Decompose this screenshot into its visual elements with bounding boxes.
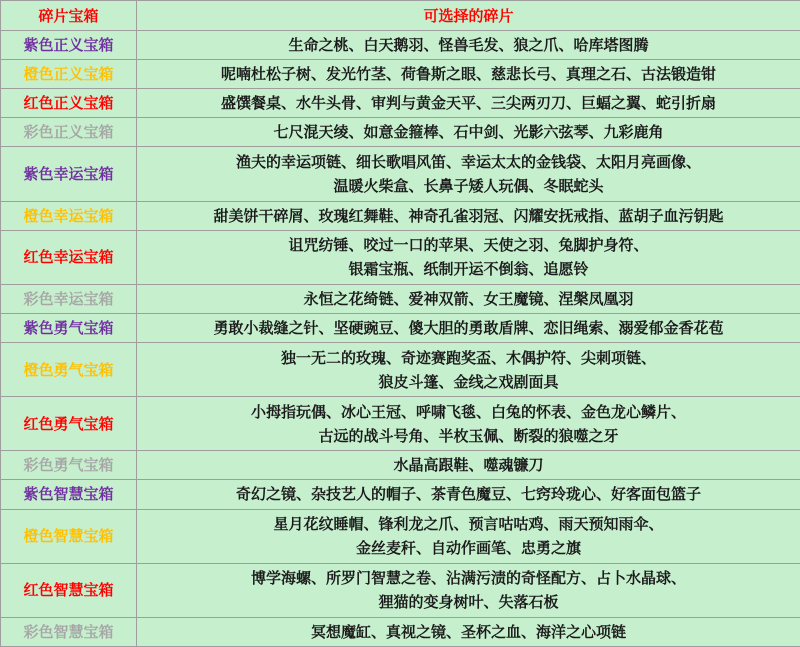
shard-list: [137, 230, 800, 284]
shard-line: 盛馔餐桌、水牛头骨、审判与黄金天平、三尖两刃刀、巨蝠之翼、蛇引折扇: [220, 94, 716, 113]
chest-name: 彩色智慧宝箱: [1, 617, 137, 646]
table-row: [1, 343, 800, 397]
chest-name: 彩色正义宝箱: [1, 118, 137, 147]
shard-list: [137, 31, 800, 60]
shard-line: 小拇指玩偶、冰心王冠、呼啸飞毯、白兔的怀表、金色龙心鳞片、: [250, 402, 686, 421]
chest-name: 紫色幸运宝箱: [1, 147, 137, 201]
chest-name: 橙色正义宝箱: [1, 60, 137, 89]
table-row: [1, 201, 800, 230]
shard-list: [137, 118, 800, 147]
shard-list: [137, 451, 800, 480]
shard-list: [137, 509, 800, 563]
table-row: [1, 31, 800, 60]
table-row: [1, 60, 800, 89]
shard-line: 银霜宝瓶、纸制开运不倒翁、追愿铃: [348, 260, 589, 279]
shard-line: 狼皮斗篷、金线之戏剧面具: [378, 372, 559, 391]
chest-name: 橙色智慧宝箱: [1, 509, 137, 563]
shard-line: 奇幻之镜、杂技艺人的帽子、茶青色魔豆、七窍玲珑心、好客面包篮子: [235, 485, 701, 504]
shard-line: 诅咒纺锤、咬过一口的苹果、天使之羽、兔脚护身符、: [288, 236, 649, 255]
shard-list: [137, 397, 800, 451]
table-row: [1, 397, 800, 451]
table-row: [1, 284, 800, 313]
shard-line: 金丝麦秆、自动作画笔、忠勇之旗: [355, 539, 581, 558]
table-row: [1, 147, 800, 201]
shard-list: [137, 563, 800, 617]
table-row: [1, 313, 800, 342]
table-row: [1, 89, 800, 118]
chest-name: 橙色幸运宝箱: [1, 201, 137, 230]
header-chest: 碎片宝箱: [1, 1, 137, 31]
table-row: [1, 230, 800, 284]
shard-list: [137, 343, 800, 397]
shard-list: [137, 147, 800, 201]
chest-name: 红色勇气宝箱: [1, 397, 137, 451]
table-body: [1, 31, 800, 647]
table-row: [1, 617, 800, 646]
table-row: [1, 509, 800, 563]
shard-line: 勇敢小裁缝之针、坚硬豌豆、傻大胆的勇敢盾牌、恋旧绳索、溺爱郁金香花苞: [213, 318, 724, 337]
table-row: [1, 451, 800, 480]
table-row: [1, 118, 800, 147]
shard-line: 永恒之花绮链、爱神双箭、女王魔镜、涅槃凤凰羽: [303, 289, 634, 308]
shard-list: [137, 617, 800, 646]
shard-list: [137, 89, 800, 118]
chest-name: 紫色智慧宝箱: [1, 480, 137, 509]
chest-name: 紫色正义宝箱: [1, 31, 137, 60]
chest-name: 彩色勇气宝箱: [1, 451, 137, 480]
header-shards: 可选择的碎片: [137, 1, 800, 31]
table-row: [1, 480, 800, 509]
chest-name: 红色正义宝箱: [1, 89, 137, 118]
table-row: [1, 563, 800, 617]
shard-line: 水晶高跟鞋、噬魂镰刀: [393, 456, 544, 475]
shard-line: 狸猫的变身树叶、失落石板: [378, 593, 559, 612]
shard-line: 生命之桃、白天鹅羽、怪兽毛发、狼之爪、哈库塔图腾: [288, 36, 649, 55]
shard-line: 呢喃杜松子树、发光竹茎、荷鲁斯之眼、慈悲长弓、真理之石、古法锻造钳: [220, 65, 716, 84]
shard-line: 温暖火柴盒、长鼻子矮人玩偶、冬眠蛇头: [333, 176, 604, 195]
chest-name: 红色幸运宝箱: [1, 230, 137, 284]
shard-list: [137, 60, 800, 89]
shard-line: 七尺混天绫、如意金箍棒、石中剑、光影六弦琴、九彩鹿角: [273, 123, 664, 142]
shard-line: 博学海螺、所罗门智慧之卷、沾满污渍的奇怪配方、占卜水晶球、: [250, 569, 686, 588]
chest-name: 紫色勇气宝箱: [1, 313, 137, 342]
shard-line: 星月花纹睡帽、锋利龙之爪、预言咕咕鸡、雨天预知雨伞、: [273, 515, 664, 534]
shard-list: [137, 284, 800, 313]
shard-line: 甜美饼干碎屑、玫瑰红舞鞋、神奇孔雀羽冠、闪耀安抚戒指、蓝胡子血污钥匙: [213, 206, 724, 225]
shard-list: [137, 313, 800, 342]
shard-list: [137, 201, 800, 230]
shard-line: 独一无二的玫瑰、奇迹赛跑奖盃、木偶护符、尖刺项链、: [280, 348, 656, 367]
chest-name: 橙色勇气宝箱: [1, 343, 137, 397]
shard-line: 冥想魔缸、真视之镜、圣杯之血、海洋之心项链: [310, 622, 626, 641]
shard-list: [137, 480, 800, 509]
shard-line: 古远的战斗号角、半枚玉佩、断裂的狼噬之牙: [318, 426, 619, 445]
chest-name: 红色智慧宝箱: [1, 563, 137, 617]
header-row: [1, 1, 800, 31]
shard-line: 渔夫的幸运项链、细长歌唱风笛、幸运太太的金钱袋、太阳月亮画像、: [235, 152, 701, 171]
chest-name: 彩色幸运宝箱: [1, 284, 137, 313]
